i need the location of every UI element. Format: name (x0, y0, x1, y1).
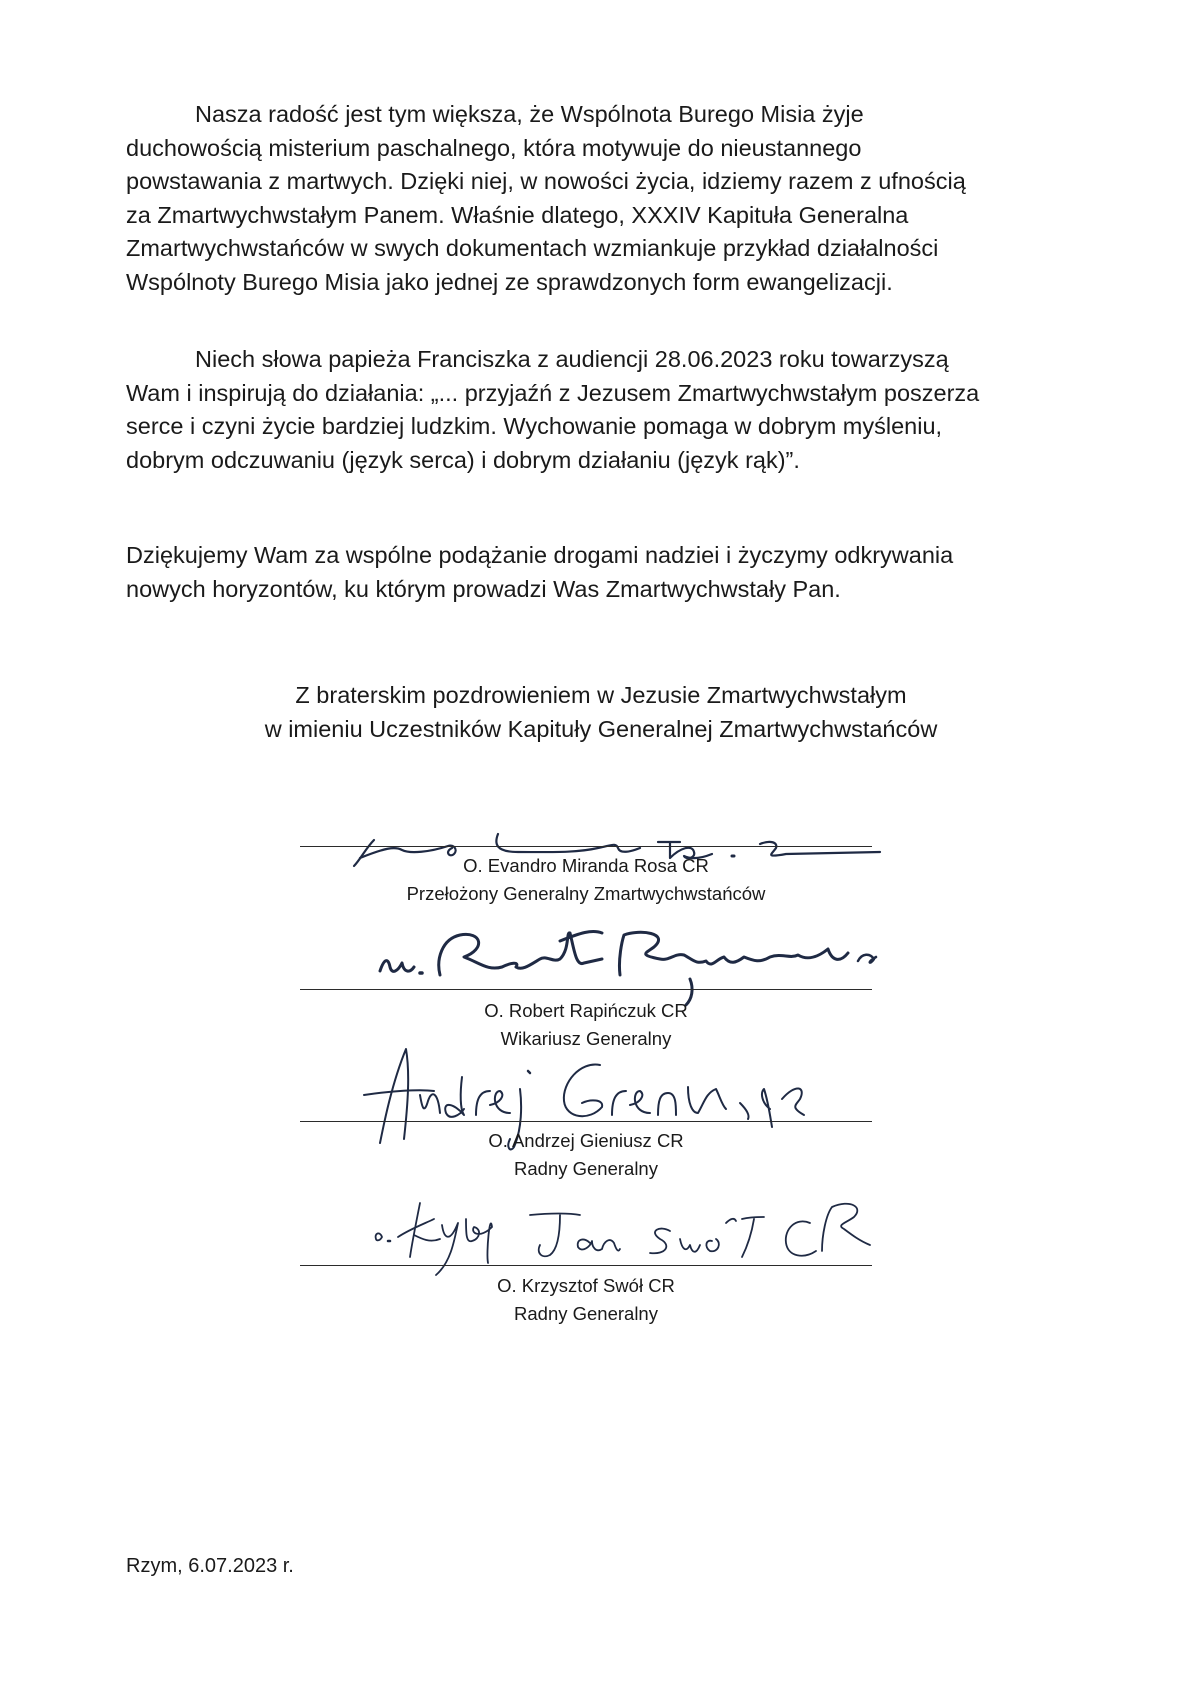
letter-date: Rzym, 6.07.2023 r. (126, 1555, 294, 1577)
text-line: Niech słowa papieża Franciszka z audiencji 28.06.2023 roku towarzyszą (195, 346, 949, 372)
paragraph-1 (126, 98, 1086, 299)
text-line: Nasza radość jest tym większa, że Wspólnota Burego Misia żyje (195, 101, 864, 127)
paragraph-3 (126, 539, 1086, 606)
text-line: Wspólnoty Burego Misia jako jednej ze sprawdzonych form ewangelizacji. (126, 268, 893, 295)
signatory-role: Radny Generalny (514, 1158, 658, 1179)
text-line: w imieniu Uczestników Kapituły Generalnej Zmartwychwstańców (264, 715, 938, 742)
signature-line (300, 1121, 872, 1122)
paragraph-2 (126, 343, 1086, 477)
text-line: duchowością misterium paschalnego, która motywuje do nieustannego (126, 134, 862, 161)
signatory-name: O. Andrzej Gieniusz CR (488, 1130, 684, 1151)
signatory-role: Przełożony Generalny Zmartwychwstańców (406, 883, 766, 904)
signatory-role: Radny Generalny (514, 1303, 658, 1324)
text-line: nowych horyzontów, ku którym prowadzi Was Zmartwychwstały Pan. (126, 575, 841, 602)
signatory-name: O. Evandro Miranda Rosa CR (463, 855, 709, 876)
text-line: Zmartwychwstańców w swych dokumentach wzmiankuje przykład działalności (126, 235, 939, 261)
handwritten-signature-4 (370, 1183, 930, 1283)
text-line: Z braterskim pozdrowieniem w Jezusie Zmartwychwstałym (295, 682, 907, 708)
signature-line (300, 1265, 872, 1266)
signatory-name: O. Krzysztof Swół CR (497, 1275, 675, 1296)
signatory-name: O. Robert Rapińczuk CR (484, 1000, 688, 1021)
handwritten-signature-2 (370, 919, 970, 1009)
signature-line (300, 846, 872, 847)
text-line: serce i czyni życie bardziej ludzkim. Wychowanie pomaga w dobrym myśleniu, (126, 413, 943, 439)
text-line: Dziękujemy Wam za wspólne podążanie drogami nadziei i życzymy odkrywania (126, 542, 954, 568)
text-line: za Zmartwychwstałym Panem. Właśnie dlatego, XXXIV Kapituła Generalna (126, 201, 909, 228)
signature-line (300, 989, 872, 990)
text-line: dobrym odczuwaniu (język serca) i dobrym działaniu (język rąk)”. (126, 446, 800, 473)
text-line: Wam i inspirują do działania: „... przyjaźń z Jezusem Zmartwychwstałym poszerza (126, 379, 980, 406)
closing-greeting (0, 679, 1202, 746)
signatory-role: Wikariusz Generalny (500, 1028, 672, 1049)
text-line: powstawania z martwych. Dzięki niej, w nowości życia, idziemy razem z ufnością (126, 168, 966, 194)
